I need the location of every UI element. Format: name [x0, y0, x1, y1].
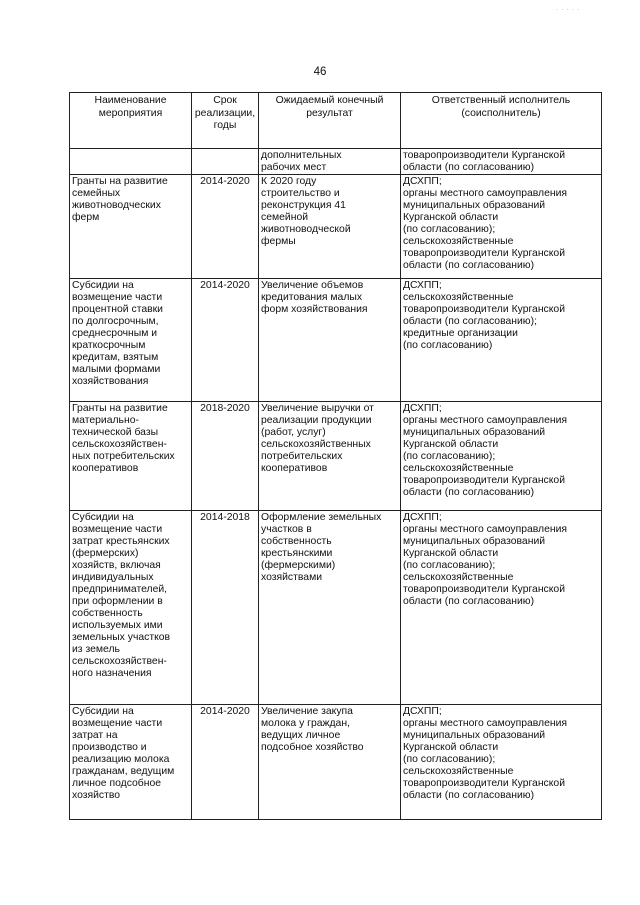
- cell-result: Увеличение закупа молока у граждан, ведущих личное подсобное хозяйство: [259, 705, 401, 820]
- cell-result: Увеличение объемов кредитования малых форм хозяйствования: [259, 279, 401, 402]
- header-activity: Наименование мероприятия: [70, 93, 192, 149]
- cell-activity: Гранты на развитие материально- технической базы сельскохозяйствен- ных потребительских кооперативов: [70, 402, 192, 511]
- cell-executor: ДСХПП; органы местного самоуправления муниципальных образований Курганской области (по согласованию); сельскохозяйственные товаропроизводители Курганской области (по согласованию): [401, 705, 602, 820]
- cell-activity: [70, 149, 192, 175]
- table-row: [70, 175, 602, 279]
- header-executor: Ответственный исполнитель (соисполнитель): [401, 93, 602, 149]
- cell-term: [192, 149, 259, 175]
- cell-executor: ДСХПП; органы местного самоуправления муниципальных образований Курганской области (по согласованию); сельскохозяйственные товаропроизводители Курганской области (по согласованию): [401, 511, 602, 705]
- table-row: [70, 511, 602, 705]
- cell-result: Увеличение выручки от реализации продукции (работ, услуг) сельскохозяйственных потребительских кооперативов: [259, 402, 401, 511]
- cell-term: 2014-2018: [192, 511, 259, 705]
- header-term: Срок реализации, годы: [192, 93, 259, 149]
- cell-activity: Гранты на развитие семейных животноводческих ферм: [70, 175, 192, 279]
- table-row: [70, 279, 602, 402]
- cell-term: 2014-2020: [192, 705, 259, 820]
- cell-executor: ДСХПП; сельскохозяйственные товаропроизводители Курганской области (по согласованию); кредитные организации (по согласованию): [401, 279, 602, 402]
- cell-executor: товаропроизводители Курганской области (по согласованию): [401, 149, 602, 175]
- scan-corner-mark: . . . . .: [556, 6, 581, 12]
- table-row: [70, 705, 602, 820]
- cell-activity: Субсидии на возмещение части затрат на производство и реализацию молока гражданам, ведущим личное подсобное хозяйство: [70, 705, 192, 820]
- table-row: [70, 402, 602, 511]
- cell-executor: ДСХПП; органы местного самоуправления муниципальных образований Курганской области (по согласованию); сельскохозяйственные товаропроизводители Курганской области (по согласованию): [401, 175, 602, 279]
- cell-result: дополнительных рабочих мест: [259, 149, 401, 175]
- activities-table: [69, 92, 602, 820]
- table-row: [70, 149, 602, 175]
- cell-result: Оформление земельных участков в собственность крестьянскими (фермерскими) хозяйствами: [259, 511, 401, 705]
- cell-activity: Субсидии на возмещение части процентной ставки по долгосрочным, среднесрочным и краткосрочным кредитам, взятым малыми формами хозяйствования: [70, 279, 192, 402]
- cell-term: 2014-2020: [192, 279, 259, 402]
- cell-term: 2014-2020: [192, 175, 259, 279]
- table-header-row: [70, 93, 602, 149]
- cell-term: 2018-2020: [192, 402, 259, 511]
- page-number: 46: [313, 66, 327, 78]
- cell-executor: ДСХПП; органы местного самоуправления муниципальных образований Курганской области (по согласованию); сельскохозяйственные товаропроизводители Курганской области (по согласованию): [401, 402, 602, 511]
- header-result: Ожидаемый конечный результат: [259, 93, 401, 149]
- cell-activity: Субсидии на возмещение части затрат крестьянских (фермерских) хозяйств, включая индивидуальных предпринимателей, при оформлении в собственность используемых ими земельных участков из земель сельскохозяйствен- ного назначения: [70, 511, 192, 705]
- cell-result: К 2020 году строительство и реконструкция 41 семейной животноводческой фермы: [259, 175, 401, 279]
